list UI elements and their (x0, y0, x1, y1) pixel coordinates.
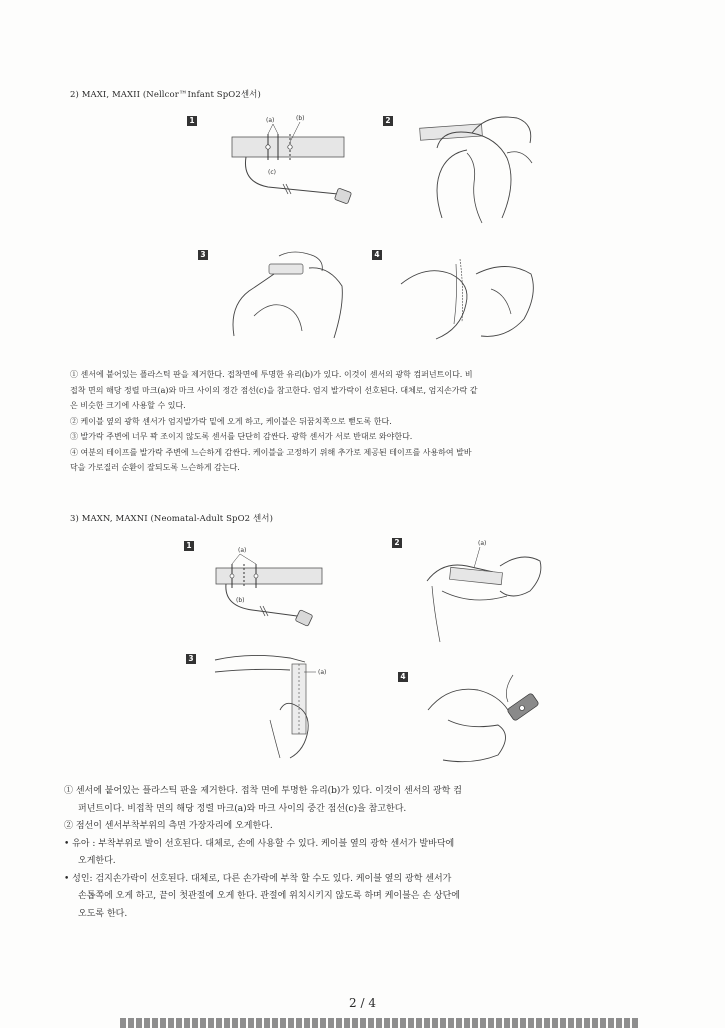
instruction-line: ② 점선이 센서부착부위의 측면 가장자리에 오게한다. (64, 821, 273, 831)
figure-number: 2 (392, 538, 402, 548)
cut-off-text-line (120, 1018, 640, 1028)
instruction-line: 접착 면의 해당 정렬 마크(a)와 마크 사이의 정간 점선(c)을 참고한다. 엄지 발가락이 선호된다. 대체로, 엄지손가락 같 (70, 385, 478, 395)
label-b: (b) (236, 597, 245, 604)
label-c: (c) (268, 169, 276, 176)
figure-number: 4 (398, 672, 408, 682)
toe-sensor-figure (412, 108, 542, 228)
instruction-line: ② 케이블 옆의 광학 센서가 엄지발가락 밑에 오게 하고, 케이블은 뒤꿈치쪽으로 뻗도록 한다. (70, 416, 392, 426)
page-number: 2 / 4 (349, 996, 376, 1010)
instruction-line: 닥을 가로질러 순환이 잘되도록 느슨하게 감는다. (70, 463, 240, 472)
sensor-diagram-figure (228, 112, 353, 212)
figure-number: 1 (184, 541, 194, 551)
instruction-line: ① 센서에 붙어있는 플라스틱 판을 제거한다. 접착 면에 투명한 유리(b)가 있다. 이것이 센서의 광학 컴 (64, 786, 462, 796)
section-2-instructions (70, 367, 655, 476)
finger-wrap-figure (418, 670, 548, 770)
instruction-line: • 유아 : 부착부위로 발이 선호된다. 대체로, 손에 사용할 수 있다. 케이블 옆의 광학 센서가 발바닥에 (64, 838, 455, 849)
label-a: (a) (238, 547, 247, 554)
instruction-line: 오도록 한다. (78, 908, 128, 919)
instruction-line: 오게한다. (78, 856, 116, 866)
section-3-heading: 3) MAXN, MAXNI (Neomatal-Adult SpO2 센서) (70, 514, 273, 524)
finger-sensor-figure (210, 650, 345, 760)
instruction-line: • 성인: 검지손가락이 선호된다. 대체로, 다른 손가락에 부착 할 수도 있다. 케이블 옆의 광학 센서가 (64, 873, 452, 884)
label-a: (a) (478, 540, 487, 547)
figure-number: 1 (187, 116, 197, 126)
instruction-line: 퍼넌트이다. 비접착 면의 해당 정렬 마크(a)와 마크 사이의 중간 점선(c)을 참고한다. (78, 803, 407, 814)
section-2-heading: 2) MAXI, MAXII (Nellcor™Infant SpO2센서) (70, 90, 261, 100)
instruction-line: ④ 여분의 테이프를 발가락 주변에 느슨하게 감싼다. 케이블을 고정하기 위해 추가로 제공된 테이프를 사용하여 발바 (70, 447, 472, 457)
label-a: (a) (318, 669, 327, 676)
figure-number: 3 (186, 654, 196, 664)
foot-sensor-figure (412, 536, 547, 646)
figure-number: 2 (383, 116, 393, 126)
section-3-instructions (64, 783, 664, 923)
tape-wrap-figure (396, 244, 541, 344)
label-a: (a) (266, 117, 275, 124)
figure-number: 3 (198, 250, 208, 260)
instruction-line: 손톱쪽에 오게 하고, 끝이 첫관절에 오게 한다. 관절에 위치시키지 않도록 하며 케이블은 손 상단에 (78, 891, 460, 901)
toe-wrap-figure (224, 246, 349, 346)
instruction-line: ① 센서에 붙어있는 플라스틱 판을 제거한다. 접착면에 투명한 유리(b)가 있다. 이것이 센서의 광학 컴퍼넌트이다. 비 (70, 370, 473, 379)
instruction-line: ③ 발가락 주변에 너무 꽉 조이지 않도록 센서를 단단히 감싼다. 광학 센서가 서로 반대로 와야한다. (70, 432, 413, 441)
instruction-line: 은 비슷한 크기에 사용할 수 있다. (70, 401, 186, 410)
sensor-diagram-figure (212, 538, 332, 638)
label-b: (b) (296, 115, 305, 122)
figure-number: 4 (372, 250, 382, 260)
